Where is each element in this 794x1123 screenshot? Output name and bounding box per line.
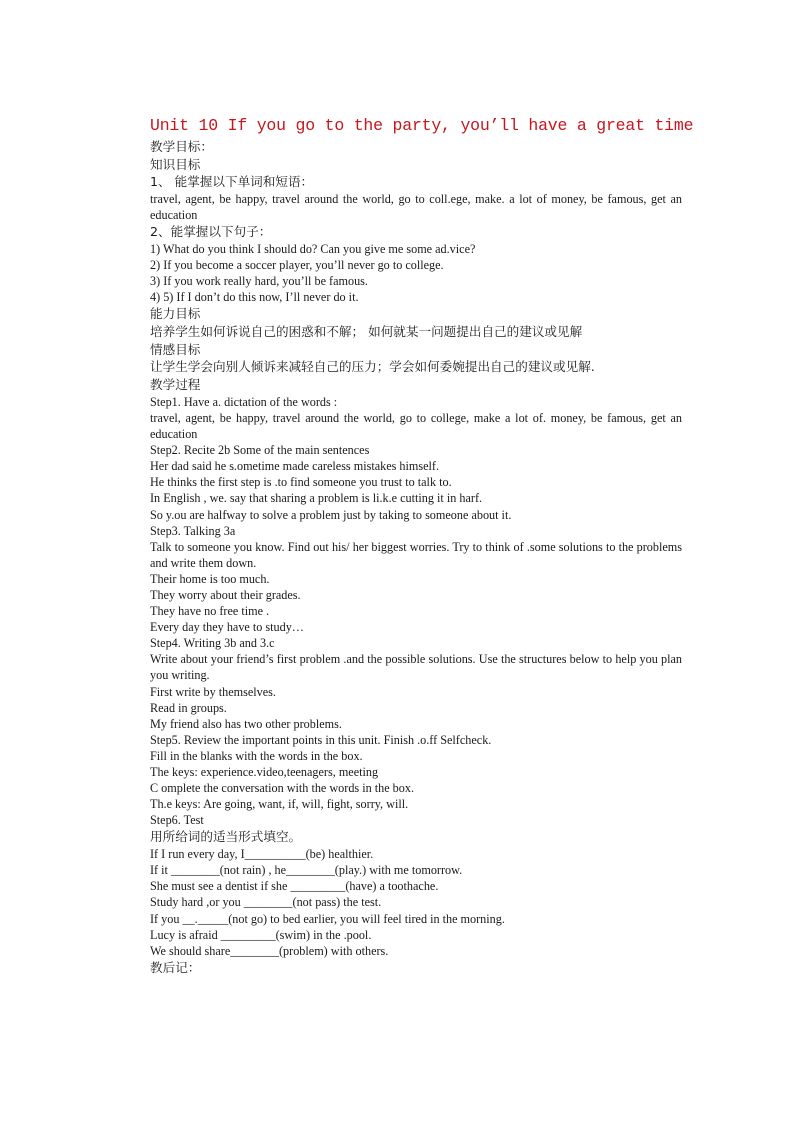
document-body [150, 138, 682, 976]
text-line: Their home is too much. [150, 571, 270, 586]
text-line: Every day they have to study… [150, 620, 304, 635]
text-line: In English , we. say that sharing a problem is li.k.e cutting it in harf. [150, 491, 483, 506]
text-line: 能力目标 [150, 306, 201, 322]
text-line: We should share________(problem) with others. [150, 943, 389, 958]
text-line: Step5. Review the important points in this unit. Finish .o.ff Selfcheck. [150, 732, 492, 747]
text-line: Step6. Test [150, 813, 204, 828]
text-line: 3) If you work really hard, you’ll be famous. [150, 274, 368, 289]
text-line: Talk to someone you know. Find out his/ her biggest worries. Try to think of .some solutions to the problems and write them down. [150, 539, 682, 570]
text-line: 教后记： [150, 959, 201, 975]
text-line: Fill in the blanks with the words in the box. [150, 748, 363, 763]
text-line: C omplete the conversation with the words in the box. [150, 781, 415, 796]
text-line: travel, agent, be happy, travel around the world, go to college, make a lot of. money, be famous, get an education [150, 410, 682, 442]
document-title: Unit 10 If you go to the party, you’ll have a great time [150, 116, 694, 135]
text-line: If you __._____(not go) to bed earlier, you will feel tired in the morning. [150, 911, 505, 926]
text-line: 1) What do you think I should do? Can you give me some ad.vice? [150, 242, 476, 256]
text-line: Read in groups. [150, 700, 227, 715]
text-line: They have no free time . [150, 604, 270, 619]
text-line: He thinks the first step is .to find someone you trust to talk to. [150, 475, 452, 490]
document-page [150, 116, 694, 976]
text-line: 培养学生如何诉说自己的困惑和不解； 如何就某一问题提出自己的建议或见解 [150, 324, 583, 340]
text-line: 1、 能掌握以下单词和短语： [150, 174, 314, 190]
text-line: Step4. Writing 3b and 3.c [150, 636, 275, 651]
text-line: Lucy is afraid _________(swim) in the .pool. [150, 927, 372, 942]
text-line: travel, agent, be happy, travel around the world, go to coll.ege, make. a lot of money, be famous, get an education [150, 192, 682, 223]
text-line: So y.ou are halfway to solve a problem just by taking to someone about it. [150, 507, 512, 522]
text-line: 2、能掌握以下句子： [150, 224, 272, 240]
text-line: If it ________(not rain) , he________(play.) with me tomorrow. [150, 863, 463, 878]
text-line: Her dad said he s.ometime made careless mistakes himself. [150, 459, 440, 474]
text-line: 4) 5) If I don’t do this now, I’ll never do it. [150, 290, 359, 305]
text-line: If I run every day, I__________(be) healthier. [150, 847, 374, 862]
text-line: 教学目标： [150, 139, 213, 154]
text-line: My friend also has two other problems. [150, 716, 342, 731]
text-line: First write by themselves. [150, 684, 276, 699]
text-line: Th.e keys: Are going, want, if, will, fight, sorry, will. [150, 797, 409, 812]
text-line: 情感目标 [150, 341, 201, 357]
text-line: Study hard ,or you ________(not pass) the test. [150, 895, 382, 910]
text-line: Step3. Talking 3a [150, 523, 236, 538]
text-line: They worry about their grades. [150, 588, 301, 603]
text-line: The keys: experience.video,teenagers, meeting [150, 765, 379, 780]
text-line: Step1. Have a. dictation of the words : [150, 394, 338, 409]
text-line: Write about your friend’s first problem .and the possible solutions. Use the structures below to help you plan you writing. [150, 652, 682, 683]
text-line: She must see a dentist if she _________(have) a toothache. [150, 879, 439, 894]
text-line: 教学过程 [150, 377, 201, 393]
text-line: 用所给词的适当形式填空。 [150, 829, 302, 845]
text-line: 让学生学会向别人倾诉来减轻自己的压力；学会如何委婉提出自己的建议或见解. [150, 359, 595, 375]
text-line: Step2. Recite 2b Some of the main sentences [150, 443, 370, 458]
text-line: 知识目标 [150, 156, 201, 172]
text-line: 2) If you become a soccer player, you’ll never go to college. [150, 258, 444, 273]
